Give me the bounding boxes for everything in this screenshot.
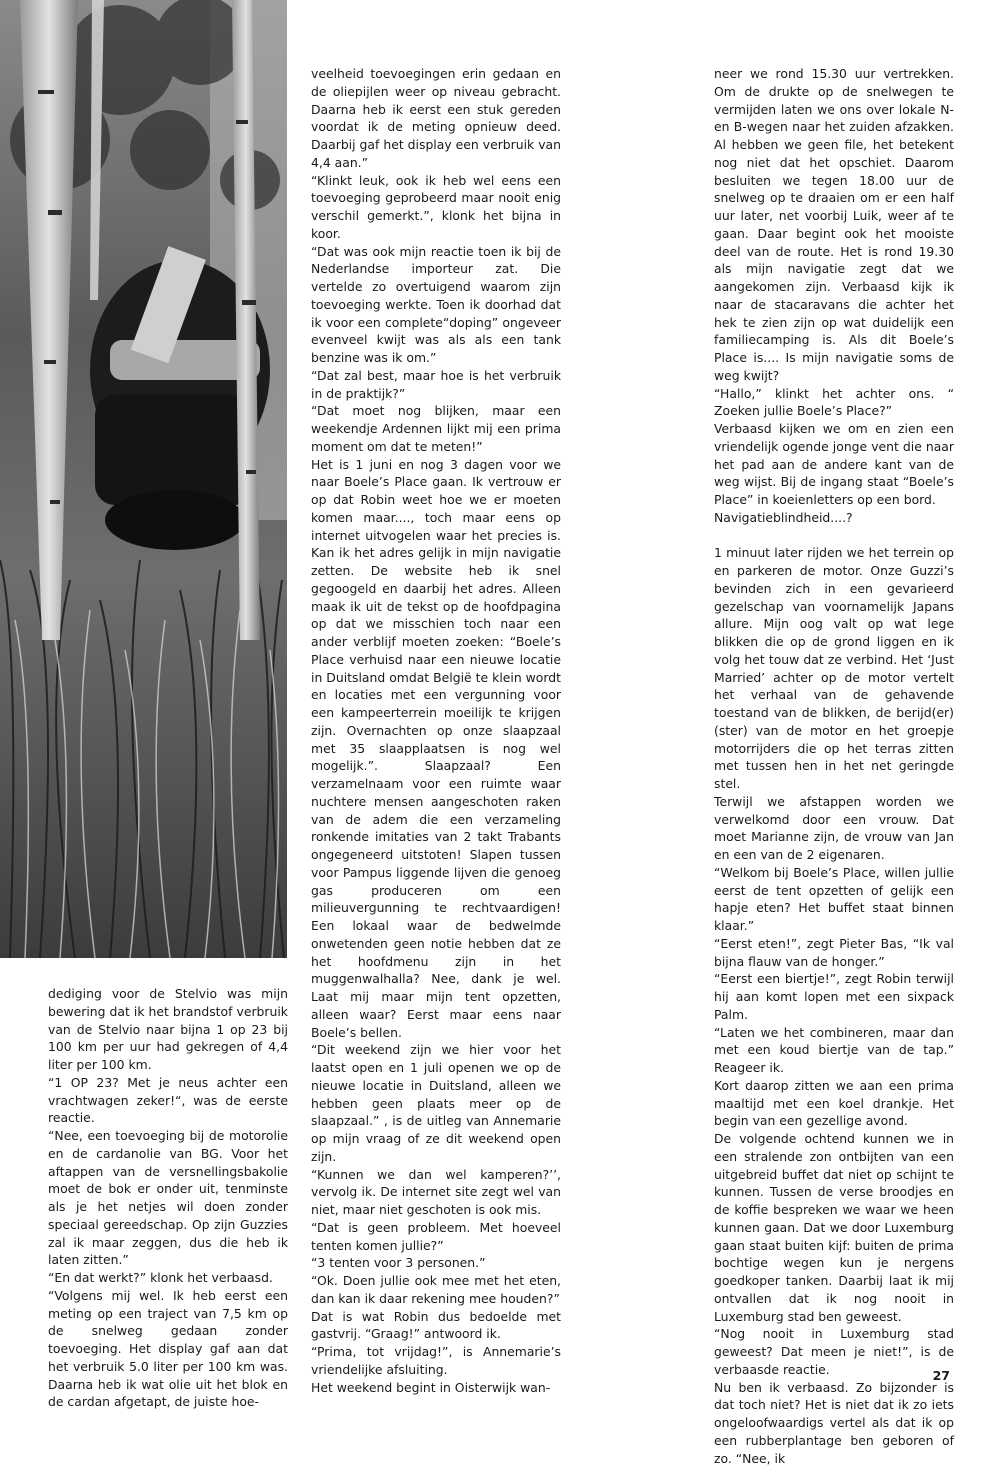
paragraph: “Dit weekend zijn we hier voor het laatst open en 1 juli openen we op de nieuwe locatie in Duitsland, alleen we hebben geen plaats meer op de slaapzaal.” , is de uitleg van Annemarie op mijn vraag of ze dit weekend open zijn. <box>311 1041 561 1165</box>
paragraph: “1 OP 23? Met je neus achter een vrachtwagen zeker!“, was de eerste reactie. <box>48 1074 288 1127</box>
paragraph: Nu ben ik verbaasd. Zo bijzonder is dat toch niet? Het is niet dat ik zo iets ongeloofwaardigs vertel als dat ik op een rubberplantage ben geboren of zo. “Nee, ik <box>714 1379 954 1467</box>
paragraph: Navigatieblindheid....? <box>714 509 954 527</box>
paragraph: Het weekend begint in Oisterwijk wan- <box>311 1379 561 1397</box>
paragraph: Verbaasd kijken we om en zien een vriendelijk ogende jonge vent die naar het pad aan de andere kant van de weg wijst. Bij de ingang staat “Boele’s Place” in koeienletters op een bord. <box>714 420 954 509</box>
photo-illustration <box>0 0 287 958</box>
photo-motorcycle-in-grass <box>0 0 287 958</box>
paragraph: “Volgens mij wel. Ik heb eerst een meting op een traject van 7,5 km op de snelweg gedaan zonder toevoeging. Het display gaf aan dat het verbruik 5.0 liter per 100 km was. Daarna heb ik wat olie uit het blok en de cardan afgetapt, de juiste hoe- <box>48 1287 288 1411</box>
paragraph: “Dat zal best, maar hoe is het verbruik in de praktijk?” <box>311 367 561 403</box>
paragraph: Terwijl we afstappen worden we verwelkomd door een vrouw. Dat moet Marianne zijn, de vrouw van Jan en een van de 2 eigenaren. <box>714 793 954 864</box>
paragraph: “Dat moet nog blijken, maar een weekendje Ardennen lijkt mij een prima moment om dat te meten!” <box>311 402 561 455</box>
page-number: 27 <box>933 1368 950 1383</box>
paragraph: “3 tenten voor 3 personen.” <box>311 1254 561 1272</box>
paragraph: “Nog nooit in Luxemburg stad geweest? Dat meen je niet!”, is de verbaasde reactie. <box>714 1325 954 1378</box>
paragraph: “Eerst eten!”, zegt Pieter Bas, “Ik val bijna flauw van de honger.” <box>714 935 954 971</box>
paragraph: veelheid toevoegingen erin gedaan en de oliepijlen weer op niveau gebracht. Daarna heb ik eerst een stuk gereden voordat ik de meting opnieuw deed. Daarbij gaf het display een verbruik van 4,4 aan.” <box>311 65 561 172</box>
paragraph: “Dat is geen probleem. Met hoeveel tenten komen jullie?” <box>311 1219 561 1255</box>
text-column-3 <box>714 65 954 1467</box>
paragraph: “Hallo,” klinkt het achter ons. “ Zoeken jullie Boele’s Place?” <box>714 385 954 421</box>
paragraph: Het is 1 juni en nog 3 dagen voor we naar Boele’s Place gaan. Ik vertrouw er op dat Robin weet hoe we er moeten komen maar...., toch maar eens op internet uitvogelen waar het precies is. Kan ik het adres gelijk in mijn navigatie zetten. De website heb ik snel gegoogeld en daarbij het adres. Alleen maak ik uit de tekst op de hoofdpagina op dat we misschien toch naar een ander verblijf moeten zoeken: “Boele’s Place verhuisd naar een nieuwe locatie in Duitsland omdat België te klein wordt en locaties met een vergunning voor een kampeerterrein moeilijk te krijgen zijn. Overnachten op onze slaapzaal met 35 slaapplaatsen is nog wel mogelijk.”. Slaapzaal? Een verzamelnaam voor een ruimte waar nuchtere mensen aangeschoten raken van de adem die een verzameling ronkende imitaties van 2 takt Trabants ongegeneerd uitstoten! Slapen tussen voor Pampus liggende lijven die genoeg gas produceren om een milieuvergunning te rechtvaardigen! Een lokaal waar de bedwelmde onwetenden geen notie hebben dat ze het hoofdmenu zijn in het muggenwalhalla? Nee, dank je wel. Laat mij maar mijn tent opzetten, alleen waar? Eerst maar eens naar Boele’s bellen. <box>311 456 561 1042</box>
paragraph: De volgende ochtend kunnen we in een stralende zon ontbijten van een uitgebreid buffet dat niet op schijnt te kunnen. Tussen de verse broodjes en de koffie bespreken we waar we heen kunnen gaan. Dat we door Luxemburg gaan staat buiten kijf: buiten de prima bochtige wegen kun je nergens goedkoper tanken. Daarbij laat ik mij ontvallen dat ik nog nooit in Luxemburg stad ben geweest. <box>714 1130 954 1325</box>
paragraph: “Welkom bij Boele’s Place, willen jullie eerst de tent opzetten of gelijk een hapje eten? Het buffet staat binnen klaar.” <box>714 864 954 935</box>
paragraph: “Ok. Doen jullie ook mee met het eten, dan kan ik daar rekening mee houden?” <box>311 1272 561 1308</box>
paragraph: 1 minuut later rijden we het terrein op en parkeren de motor. Onze Guzzi’s bevinden zich in een gevarieerd gezelschap van voornamelijk Japans allure. Mijn oog valt op wat lege blikken die op de grond liggen en ik volg het touw dat ze verbind. Het ‘Just Married’ achter op de motor vertelt het verhaal van de gehavende toestand van de blikken, de berijd(er)(ster) van de motor en het groepje motorrijders die op het terras zitten met tussen hen in het net geringde stel. <box>714 544 954 793</box>
text-column-2 <box>311 65 561 1396</box>
text-column-1 <box>48 985 288 1411</box>
paragraph: “Eerst een biertje!”, zegt Robin terwijl hij aan komt lopen met een sixpack Palm. <box>714 970 954 1023</box>
paragraph: neer we rond 15.30 uur vertrekken. Om de drukte op de snelwegen te vermijden laten we ons over lokale N- en B-wegen naar het zuiden afzakken. Al hebben we geen file, het betekent nog niet dat het opschiet. Daarom besluiten we tegen 18.00 uur de snelweg op te draaien om er een half uur later, net voorbij Luik, weer af te gaan. Daar begint ook het mooiste deel van de route. Het is rond 19.30 als mijn navigatie zegt dat we aangekomen zijn. Verbaasd kijk ik naar de stacaravans die achter het hek te zien zijn op wat duidelijk een familiecamping is. Als dit Boele’s Place is.... Is mijn navigatie soms de weg kwijt? <box>714 65 954 385</box>
paragraph: “Laten we het combineren, maar dan met een koud biertje van de tap.” Reageer ik. <box>714 1024 954 1077</box>
paragraph: “En dat werkt?” klonk het verbaasd. <box>48 1269 288 1287</box>
paragraph: Dat is wat Robin dus bedoelde met gastvrij. “Graag!” antwoord ik. <box>311 1308 561 1344</box>
paragraph: “Dat was ook mijn reactie toen ik bij de Nederlandse importeur zat. Die vertelde zo overtuigend waarom zijn toevoeging werkte. Toen ik doorhad dat ik voor een complete“doping” ongeveer evenveel kwijt was als als een tank benzine was ik om.” <box>311 243 561 367</box>
paragraph-gap <box>714 527 954 545</box>
paragraph: “Kunnen we dan wel kamperen?’’, vervolg ik. De internet site zegt wel van niet, maar niet geschoten is ook mis. <box>311 1166 561 1219</box>
paragraph: “Prima, tot vrijdag!”, is Annemarie’s vriendelijke afsluiting. <box>311 1343 561 1379</box>
paragraph: Kort daarop zitten we aan een prima maaltijd met een koel drankje. Het begin van een gezellige avond. <box>714 1077 954 1130</box>
paragraph: “Klinkt leuk, ook ik heb wel eens een toevoeging geprobeerd maar nooit enig verschil gemerkt.”, klonk het bijna in koor. <box>311 172 561 243</box>
paragraph: “Nee, een toevoeging bij de motorolie en de cardanolie van BG. Voor het aftappen van de versnellingsbakolie moet de bok er onder uit, tenminste als je het netjes wil doen zonder speciaal gereedschap. Op zijn Guzzies zal ik maar zeggen, dus die heb ik laten zitten.” <box>48 1127 288 1269</box>
paragraph: dediging voor de Stelvio was mijn bewering dat ik het brandstof verbruik van de Stelvio naar bijna 1 op 23 bij 100 km per uur had gekregen of 4,4 liter per 100 km. <box>48 985 288 1074</box>
